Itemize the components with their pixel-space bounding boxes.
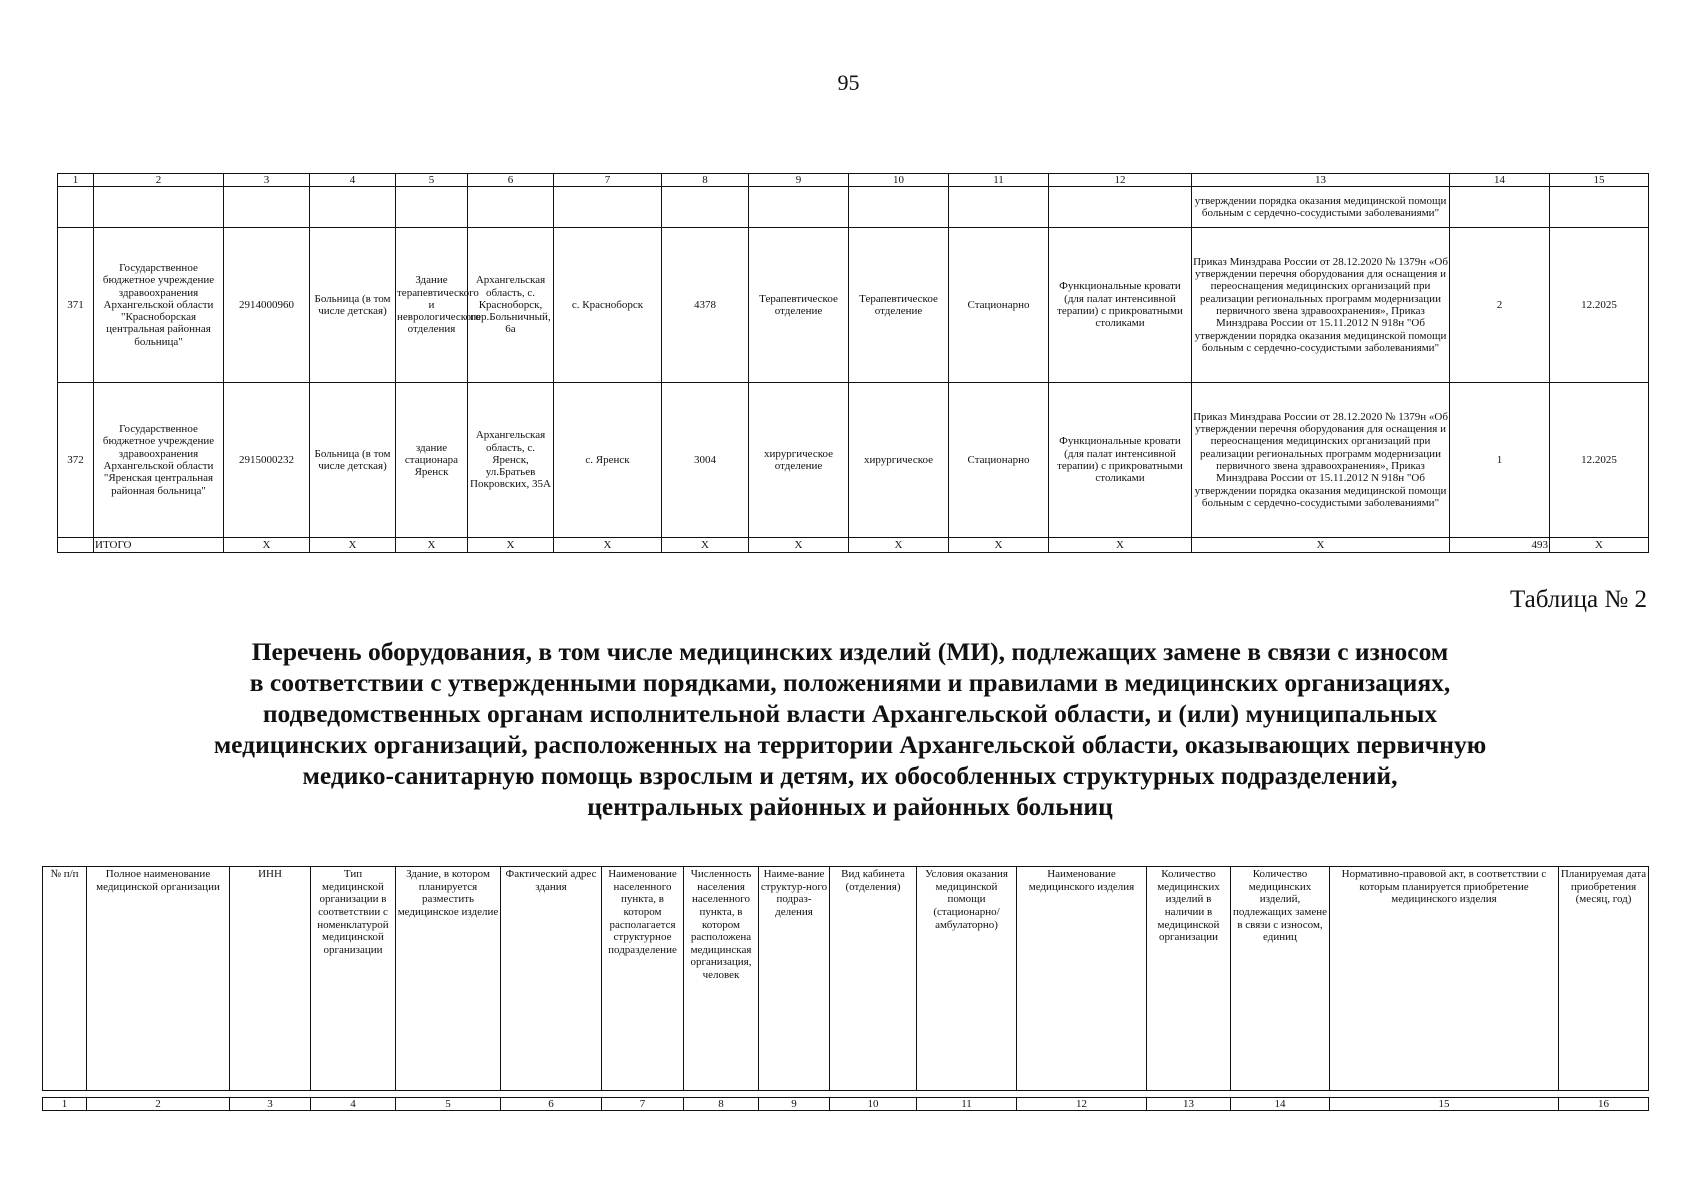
title-line: медико-санитарную помощь взрослым и детям, их обособленных структурных подразделений, xyxy=(302,761,1398,790)
header-cell: Здание, в котором планируется разместить медицинское изделие xyxy=(396,867,501,1091)
column-number: 5 xyxy=(396,174,468,187)
organization-type: Больница (в том числе детская) xyxy=(310,228,396,383)
header-cell: Наиме-вание структур-ного подраз-деления xyxy=(759,867,830,1091)
header-cell: № п/п xyxy=(43,867,87,1091)
header-cell: ИНН xyxy=(230,867,311,1091)
care-conditions: Стационарно xyxy=(949,383,1049,538)
building: Здание терапевтического и неврологического отделения xyxy=(396,228,468,383)
inn: 2915000232 xyxy=(224,383,310,538)
column-number: 12 xyxy=(1017,1098,1147,1111)
address: Архангельская область, с. Яренск, ул.Братьев Покровских, 35А xyxy=(468,383,554,538)
total-x: Х xyxy=(949,538,1049,553)
total-x: Х xyxy=(1049,538,1192,553)
quantity: 2 xyxy=(1450,228,1550,383)
column-number: 10 xyxy=(830,1098,917,1111)
column-number: 2 xyxy=(94,174,224,187)
table-label: Таблица № 2 xyxy=(1509,586,1647,613)
column-number: 7 xyxy=(602,1098,684,1111)
device-name: Функциональные кровати (для палат интенсивной терапии) с прикроватными столиками xyxy=(1049,383,1192,538)
table-row xyxy=(58,228,1649,383)
inn: 2914000960 xyxy=(224,228,310,383)
column-number: 13 xyxy=(1147,1098,1231,1111)
column-number: 6 xyxy=(501,1098,602,1111)
header-row xyxy=(43,867,1649,1091)
organization-type: Больница (в том числе детская) xyxy=(310,383,396,538)
header-cell: Планируемая дата приобретения (месяц, год) xyxy=(1559,867,1649,1091)
column-number: 8 xyxy=(662,174,749,187)
column-number: 3 xyxy=(224,174,310,187)
header-cell: Количество медицинских изделий в наличии в медицинской организации xyxy=(1147,867,1231,1091)
column-number: 16 xyxy=(1559,1098,1649,1111)
row-number: 372 xyxy=(58,383,94,538)
total-x: Х xyxy=(468,538,554,553)
column-number: 13 xyxy=(1192,174,1450,187)
column-number: 6 xyxy=(468,174,554,187)
column-number: 9 xyxy=(759,1098,830,1111)
header-cell: Численность населения населенного пункта, в котором расположена медицинская организация, человек xyxy=(684,867,759,1091)
building: здание стационара Яренск xyxy=(396,383,468,538)
title-line: медицинских организаций, расположенных на территории Архангельской области, оказывающих первичную xyxy=(213,730,1487,759)
total-label: ИТОГО xyxy=(94,538,224,553)
cabinet-type: хирургическое xyxy=(849,383,949,538)
title-line: Перечень оборудования, в том числе медицинских изделий (МИ), подлежащих замене в связи с износом xyxy=(251,637,1449,666)
care-conditions: Стационарно xyxy=(949,228,1049,383)
column-number: 14 xyxy=(1231,1098,1330,1111)
address: Архангельская область, с. Красноборск, пер.Больничный, 6а xyxy=(468,228,554,383)
column-number-table xyxy=(42,1097,1649,1111)
column-number: 9 xyxy=(749,174,849,187)
title-line: подведомственных органам исполнительной власти Архангельской области, и (или) муниципальных xyxy=(262,699,1438,728)
structural-unit: хирургическое отделение xyxy=(749,383,849,538)
column-number: 7 xyxy=(554,174,662,187)
header-cell: Условия оказания медицинской помощи (стационарно/ амбулаторно) xyxy=(917,867,1017,1091)
population: 3004 xyxy=(662,383,749,538)
header-cell: Нормативно-правовой акт, в соответствии с которым планируется приобретение медицинского изделия xyxy=(1330,867,1559,1091)
total-row xyxy=(58,538,1649,553)
settlement: с. Яренск xyxy=(554,383,662,538)
settlement: с. Красноборск xyxy=(554,228,662,383)
column-number: 1 xyxy=(58,174,94,187)
table-row-continuation xyxy=(58,187,1649,228)
column-number: 1 xyxy=(43,1098,87,1111)
column-number: 11 xyxy=(949,174,1049,187)
cabinet-type: Терапевтическое отделение xyxy=(849,228,949,383)
structural-unit: Терапевтическое отделение xyxy=(749,228,849,383)
header-cell: Наименование медицинского изделия xyxy=(1017,867,1147,1091)
header-cell: Вид кабинета (отделения) xyxy=(830,867,917,1091)
legal-act: Приказ Минздрава России от 28.12.2020 № 1379н «Об утверждении перечня оборудования для оснащения и переоснащения медицинских организаций при реализации региональных программ модернизации первичного звена здравоохранения», Приказ Минздрава России от 15.11.2012 N 918н "Об утверждении порядка оказания медицинской помощи больным с сердечно-сосудистыми заболеваниями" xyxy=(1192,228,1450,383)
column-number: 12 xyxy=(1049,174,1192,187)
legal-act-continuation: утверждении порядка оказания медицинской помощи больным с сердечно-сосудистыми заболеваниями" xyxy=(1192,187,1450,228)
organization-name: Государственное бюджетное учреждение здравоохранения Архангельской области "Красноборская центральная районная больница" xyxy=(94,228,224,383)
population: 4378 xyxy=(662,228,749,383)
total-x: Х xyxy=(310,538,396,553)
planned-date: 12.2025 xyxy=(1550,228,1649,383)
table-row xyxy=(58,383,1649,538)
total-x: Х xyxy=(224,538,310,553)
total-x: Х xyxy=(1550,538,1649,553)
total-quantity: 493 xyxy=(1450,538,1550,553)
header-cell: Наименование населенного пункта, в котором располагается структурное подразделение xyxy=(602,867,684,1091)
column-number-row xyxy=(43,1098,1649,1111)
column-number: 11 xyxy=(917,1098,1017,1111)
equipment-table-continuation xyxy=(57,173,1649,553)
total-x: Х xyxy=(749,538,849,553)
equipment-table-header xyxy=(42,866,1649,1091)
row-number: 371 xyxy=(58,228,94,383)
column-number: 5 xyxy=(396,1098,501,1111)
title-line: центральных районных и районных больниц xyxy=(587,792,1113,821)
column-number: 10 xyxy=(849,174,949,187)
organization-name: Государственное бюджетное учреждение здравоохранения Архангельской области "Яренская центральная районная больница" xyxy=(94,383,224,538)
header-cell: Тип медицинской организации в соответствии с номенклатурой медицинской организации xyxy=(311,867,396,1091)
total-x: Х xyxy=(849,538,949,553)
planned-date: 12.2025 xyxy=(1550,383,1649,538)
column-number: 15 xyxy=(1550,174,1649,187)
header-cell: Количество медицинских изделий, подлежащих замене в связи с износом, единиц xyxy=(1231,867,1330,1091)
legal-act: Приказ Минздрава России от 28.12.2020 № 1379н «Об утверждении перечня оборудования для оснащения и переоснащения медицинских организаций при реализации региональных программ модернизации первичного звена здравоохранения», Приказ Минздрава России от 15.11.2012 N 918н "Об утверждении порядка оказания медицинской помощи больным с сердечно-сосудистыми заболеваниями" xyxy=(1192,383,1450,538)
total-x: Х xyxy=(396,538,468,553)
column-number: 14 xyxy=(1450,174,1550,187)
column-number: 8 xyxy=(684,1098,759,1111)
total-x: Х xyxy=(554,538,662,553)
header-cell: Полное наименование медицинской организации xyxy=(87,867,230,1091)
page-number: 95 xyxy=(837,70,860,95)
column-number: 3 xyxy=(230,1098,311,1111)
table-title xyxy=(100,636,1600,822)
column-number: 2 xyxy=(87,1098,230,1111)
device-name: Функциональные кровати (для палат интенсивной терапии) с прикроватными столиками xyxy=(1049,228,1192,383)
quantity: 1 xyxy=(1450,383,1550,538)
column-number: 4 xyxy=(311,1098,396,1111)
total-x: Х xyxy=(1192,538,1450,553)
title-line: в соответствии с утвержденными порядками, положениями и правилами в медицинских организациях, xyxy=(249,668,1451,697)
column-number: 4 xyxy=(310,174,396,187)
column-number-row xyxy=(58,174,1649,187)
header-cell: Фактический адрес здания xyxy=(501,867,602,1091)
column-number: 15 xyxy=(1330,1098,1559,1111)
total-x: Х xyxy=(662,538,749,553)
